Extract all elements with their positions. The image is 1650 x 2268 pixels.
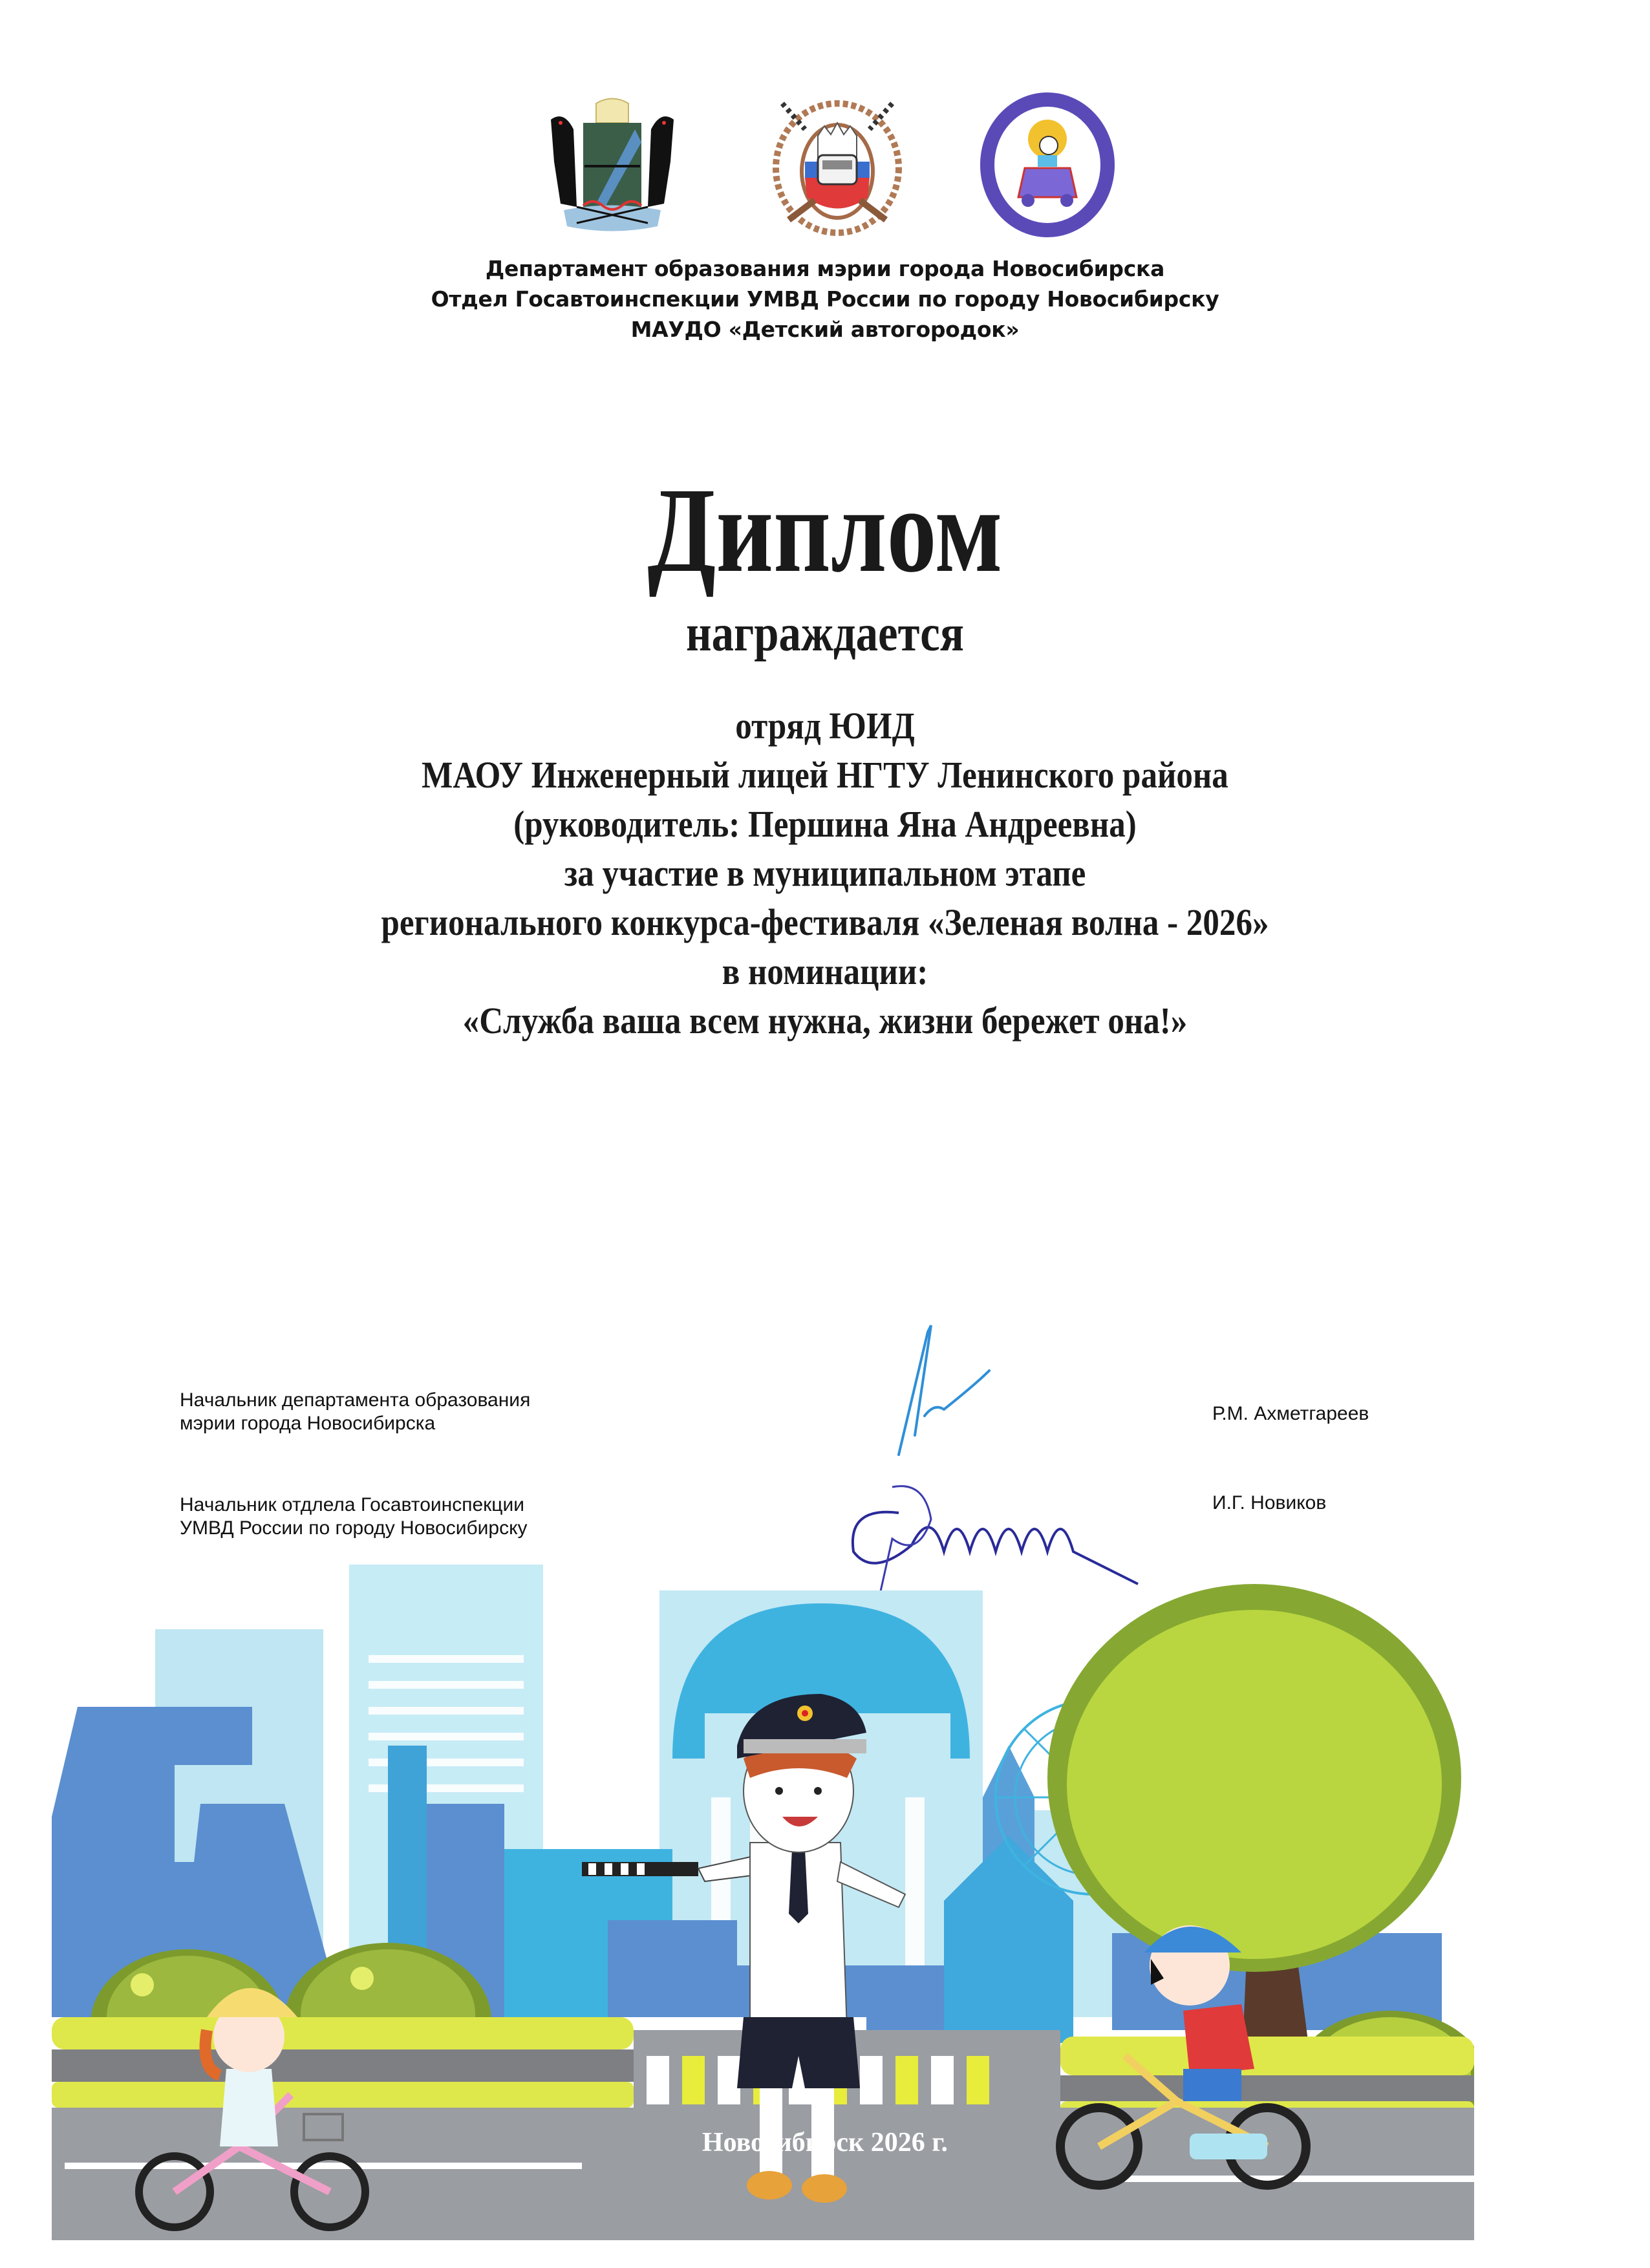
- org-line-gibdd: Отдел Госавтоинспекции УМВД России по городу Новосибирску: [431, 286, 1219, 312]
- diploma-title: Диплом: [647, 462, 1003, 597]
- gibdd-emblem-icon: [769, 91, 905, 239]
- contest-line: регионального конкурса-фестиваля «Зеленая волна - 2026»: [381, 901, 1269, 943]
- reason-line: за участие в муниципальном этапе: [564, 852, 1086, 894]
- position-line: Начальник отдлела Госавтоинспекции: [180, 1494, 524, 1515]
- awardee-line: отряд ЮИД: [735, 705, 915, 747]
- position-line: Начальник департамента образования: [180, 1389, 531, 1411]
- nomination-label: в номинации:: [722, 950, 928, 992]
- school-line: МАОУ Инженерный лицей НГТУ Ленинского района: [422, 754, 1228, 796]
- signatory-1-name: Р.М. Ахметгареев: [1212, 1403, 1369, 1424]
- diploma-subtitle: награждается: [686, 605, 964, 662]
- organizations-header: [0, 253, 1650, 345]
- signatory-2-position: [180, 1493, 528, 1540]
- org-line-maudo: МАУДО «Детский автогородок»: [630, 317, 1020, 342]
- signatory-2-name: И.Г. Новиков: [1212, 1492, 1327, 1514]
- signatory-1-position: [180, 1389, 530, 1435]
- position-line: УМВД России по городу Новосибирску: [180, 1517, 528, 1539]
- signature-1-icon: [886, 1306, 1041, 1464]
- position-line: мэрии города Новосибирска: [180, 1413, 436, 1434]
- org-line-department: Департамент образования мэрии города Новосибирска: [485, 256, 1165, 281]
- nomination-title: «Служба ваша всем нужна, жизни бережет она!»: [462, 1000, 1188, 1042]
- detskiy-avtogorodok-logo-icon: [976, 91, 1119, 239]
- supervisor-line: (руководитель: Першина Яна Андреевна): [513, 803, 1137, 845]
- novosibirsk-coat-of-arms-icon: [538, 91, 687, 239]
- city-year-footer: Новосибирск 2026 г.: [702, 2128, 948, 2157]
- logos-row: [530, 91, 1138, 246]
- award-text: [0, 701, 1650, 1045]
